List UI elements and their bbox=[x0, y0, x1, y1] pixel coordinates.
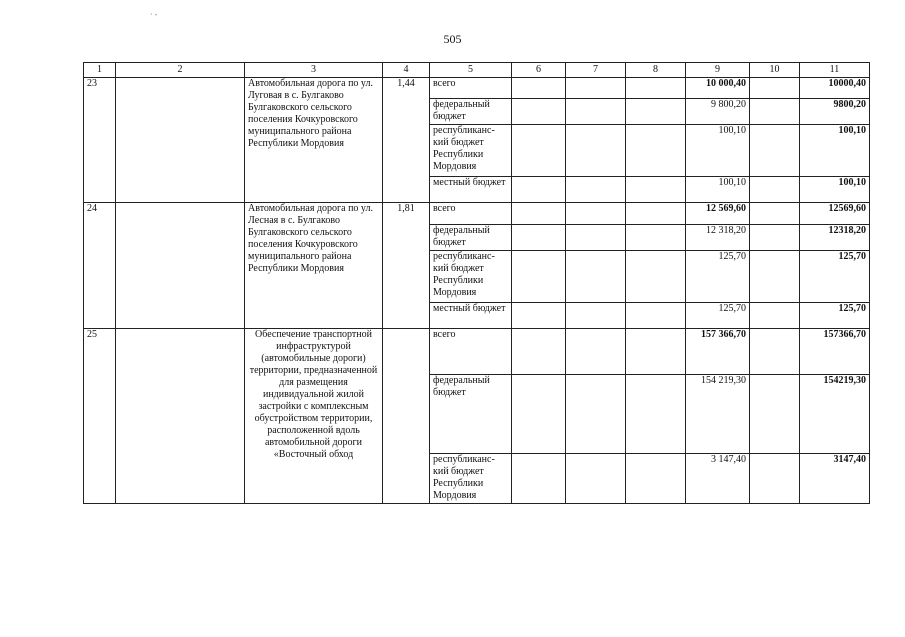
road-name: Автомобильная дорога по ул. Луговая в с. Булгаково Булгаковского сельского поселения Кочкуровского муниципального района Республики Мордовия bbox=[245, 78, 383, 203]
amount-col9: 154 219,30 bbox=[686, 375, 750, 454]
page-number: 505 bbox=[443, 32, 462, 46]
header-cell: 4 bbox=[383, 63, 430, 78]
header-cell: 7 bbox=[566, 63, 626, 78]
amount-col11: 10000,40 bbox=[800, 78, 870, 99]
empty-cell bbox=[566, 203, 626, 225]
funding-source: федеральный бюджет bbox=[430, 225, 512, 251]
empty-cell bbox=[626, 78, 686, 99]
empty-cell bbox=[626, 225, 686, 251]
row-number: 25 bbox=[84, 329, 116, 504]
road-length bbox=[383, 329, 430, 504]
empty-cell bbox=[626, 303, 686, 329]
table-row bbox=[84, 329, 870, 375]
amount-col11: 157366,70 bbox=[800, 329, 870, 375]
empty-cell bbox=[626, 329, 686, 375]
header-cell: 1 bbox=[84, 63, 116, 78]
amount-col11: 100,10 bbox=[800, 177, 870, 203]
empty-cell bbox=[566, 225, 626, 251]
empty-cell bbox=[750, 454, 800, 504]
empty-cell bbox=[566, 78, 626, 99]
empty-cell bbox=[750, 303, 800, 329]
amount-col9: 10 000,40 bbox=[686, 78, 750, 99]
table-header-row bbox=[84, 63, 870, 78]
empty-cell bbox=[512, 225, 566, 251]
budget-table bbox=[83, 62, 870, 504]
road-length: 1,44 bbox=[383, 78, 430, 203]
amount-col11: 100,10 bbox=[800, 125, 870, 177]
funding-source: местный бюджет bbox=[430, 177, 512, 203]
empty-cell bbox=[566, 251, 626, 303]
funding-source: всего bbox=[430, 78, 512, 99]
empty-cell bbox=[512, 125, 566, 177]
empty-cell bbox=[512, 375, 566, 454]
empty-cell bbox=[626, 99, 686, 125]
empty-cell bbox=[566, 125, 626, 177]
empty-cell bbox=[626, 177, 686, 203]
empty-cell bbox=[750, 375, 800, 454]
amount-col9: 12 569,60 bbox=[686, 203, 750, 225]
empty-cell bbox=[626, 125, 686, 177]
empty-cell bbox=[512, 454, 566, 504]
road-length: 1,81 bbox=[383, 203, 430, 329]
funding-source: всего bbox=[430, 329, 512, 375]
empty-cell bbox=[566, 177, 626, 203]
funding-source: федеральный бюджет bbox=[430, 99, 512, 125]
amount-col9: 125,70 bbox=[686, 251, 750, 303]
amount-col9: 12 318,20 bbox=[686, 225, 750, 251]
funding-source: местный бюджет bbox=[430, 303, 512, 329]
empty-cell bbox=[626, 251, 686, 303]
header-cell: 6 bbox=[512, 63, 566, 78]
row-number: 24 bbox=[84, 203, 116, 329]
amount-col11: 3147,40 bbox=[800, 454, 870, 504]
empty-cell bbox=[750, 225, 800, 251]
empty-cell bbox=[512, 177, 566, 203]
corner-mark: · ‑ bbox=[150, 10, 158, 19]
empty-cell bbox=[626, 375, 686, 454]
table-row bbox=[84, 78, 870, 99]
empty-cell bbox=[750, 329, 800, 375]
amount-col11: 125,70 bbox=[800, 303, 870, 329]
empty-cell bbox=[626, 203, 686, 225]
empty-cell bbox=[626, 454, 686, 504]
header-cell: 11 bbox=[800, 63, 870, 78]
amount-col9: 100,10 bbox=[686, 125, 750, 177]
header-cell: 8 bbox=[626, 63, 686, 78]
funding-source: республиканс-кий бюджет Республики Мордовия bbox=[430, 125, 512, 177]
empty-cell bbox=[566, 303, 626, 329]
empty-cell bbox=[512, 99, 566, 125]
table-row bbox=[84, 203, 870, 225]
amount-col11: 125,70 bbox=[800, 251, 870, 303]
header-cell: 9 bbox=[686, 63, 750, 78]
amount-col11: 12318,20 bbox=[800, 225, 870, 251]
empty-cell bbox=[750, 203, 800, 225]
road-name: Автомобильная дорога по ул. Лесная в с. Булгаково Булгаковского сельского поселения Кочкуровского муниципального района Республики Мордовия bbox=[245, 203, 383, 329]
empty-cell bbox=[750, 99, 800, 125]
amount-col11: 154219,30 bbox=[800, 375, 870, 454]
empty-cell bbox=[116, 329, 245, 504]
empty-cell bbox=[512, 251, 566, 303]
road-name: Обеспечение транспортной инфраструктурой (автомобильные дороги) территории, предназначенной для размещения индивидуальной жилой застройки с комплексным обустройством территории, расположенной вдоль автомобильной дороги «Восточный обход bbox=[245, 329, 383, 504]
empty-cell bbox=[116, 78, 245, 203]
empty-cell bbox=[750, 78, 800, 99]
header-cell: 10 bbox=[750, 63, 800, 78]
empty-cell bbox=[566, 99, 626, 125]
empty-cell bbox=[566, 329, 626, 375]
amount-col9: 9 800,20 bbox=[686, 99, 750, 125]
amount-col9: 3 147,40 bbox=[686, 454, 750, 504]
empty-cell bbox=[512, 303, 566, 329]
row-number: 23 bbox=[84, 78, 116, 203]
amount-col11: 12569,60 bbox=[800, 203, 870, 225]
amount-col9: 157 366,70 bbox=[686, 329, 750, 375]
empty-cell bbox=[750, 177, 800, 203]
funding-source: республиканс-кий бюджет Республики Мордовия bbox=[430, 454, 512, 504]
empty-cell bbox=[512, 203, 566, 225]
empty-cell bbox=[566, 454, 626, 504]
empty-cell bbox=[750, 125, 800, 177]
funding-source: федеральный бюджет bbox=[430, 375, 512, 454]
empty-cell bbox=[512, 329, 566, 375]
empty-cell bbox=[566, 375, 626, 454]
empty-cell bbox=[116, 203, 245, 329]
empty-cell bbox=[512, 78, 566, 99]
amount-col9: 125,70 bbox=[686, 303, 750, 329]
header-cell: 5 bbox=[430, 63, 512, 78]
funding-source: республиканс-кий бюджет Республики Мордовия bbox=[430, 251, 512, 303]
header-cell: 3 bbox=[245, 63, 383, 78]
funding-source: всего bbox=[430, 203, 512, 225]
empty-cell bbox=[750, 251, 800, 303]
header-cell: 2 bbox=[116, 63, 245, 78]
amount-col11: 9800,20 bbox=[800, 99, 870, 125]
amount-col9: 100,10 bbox=[686, 177, 750, 203]
